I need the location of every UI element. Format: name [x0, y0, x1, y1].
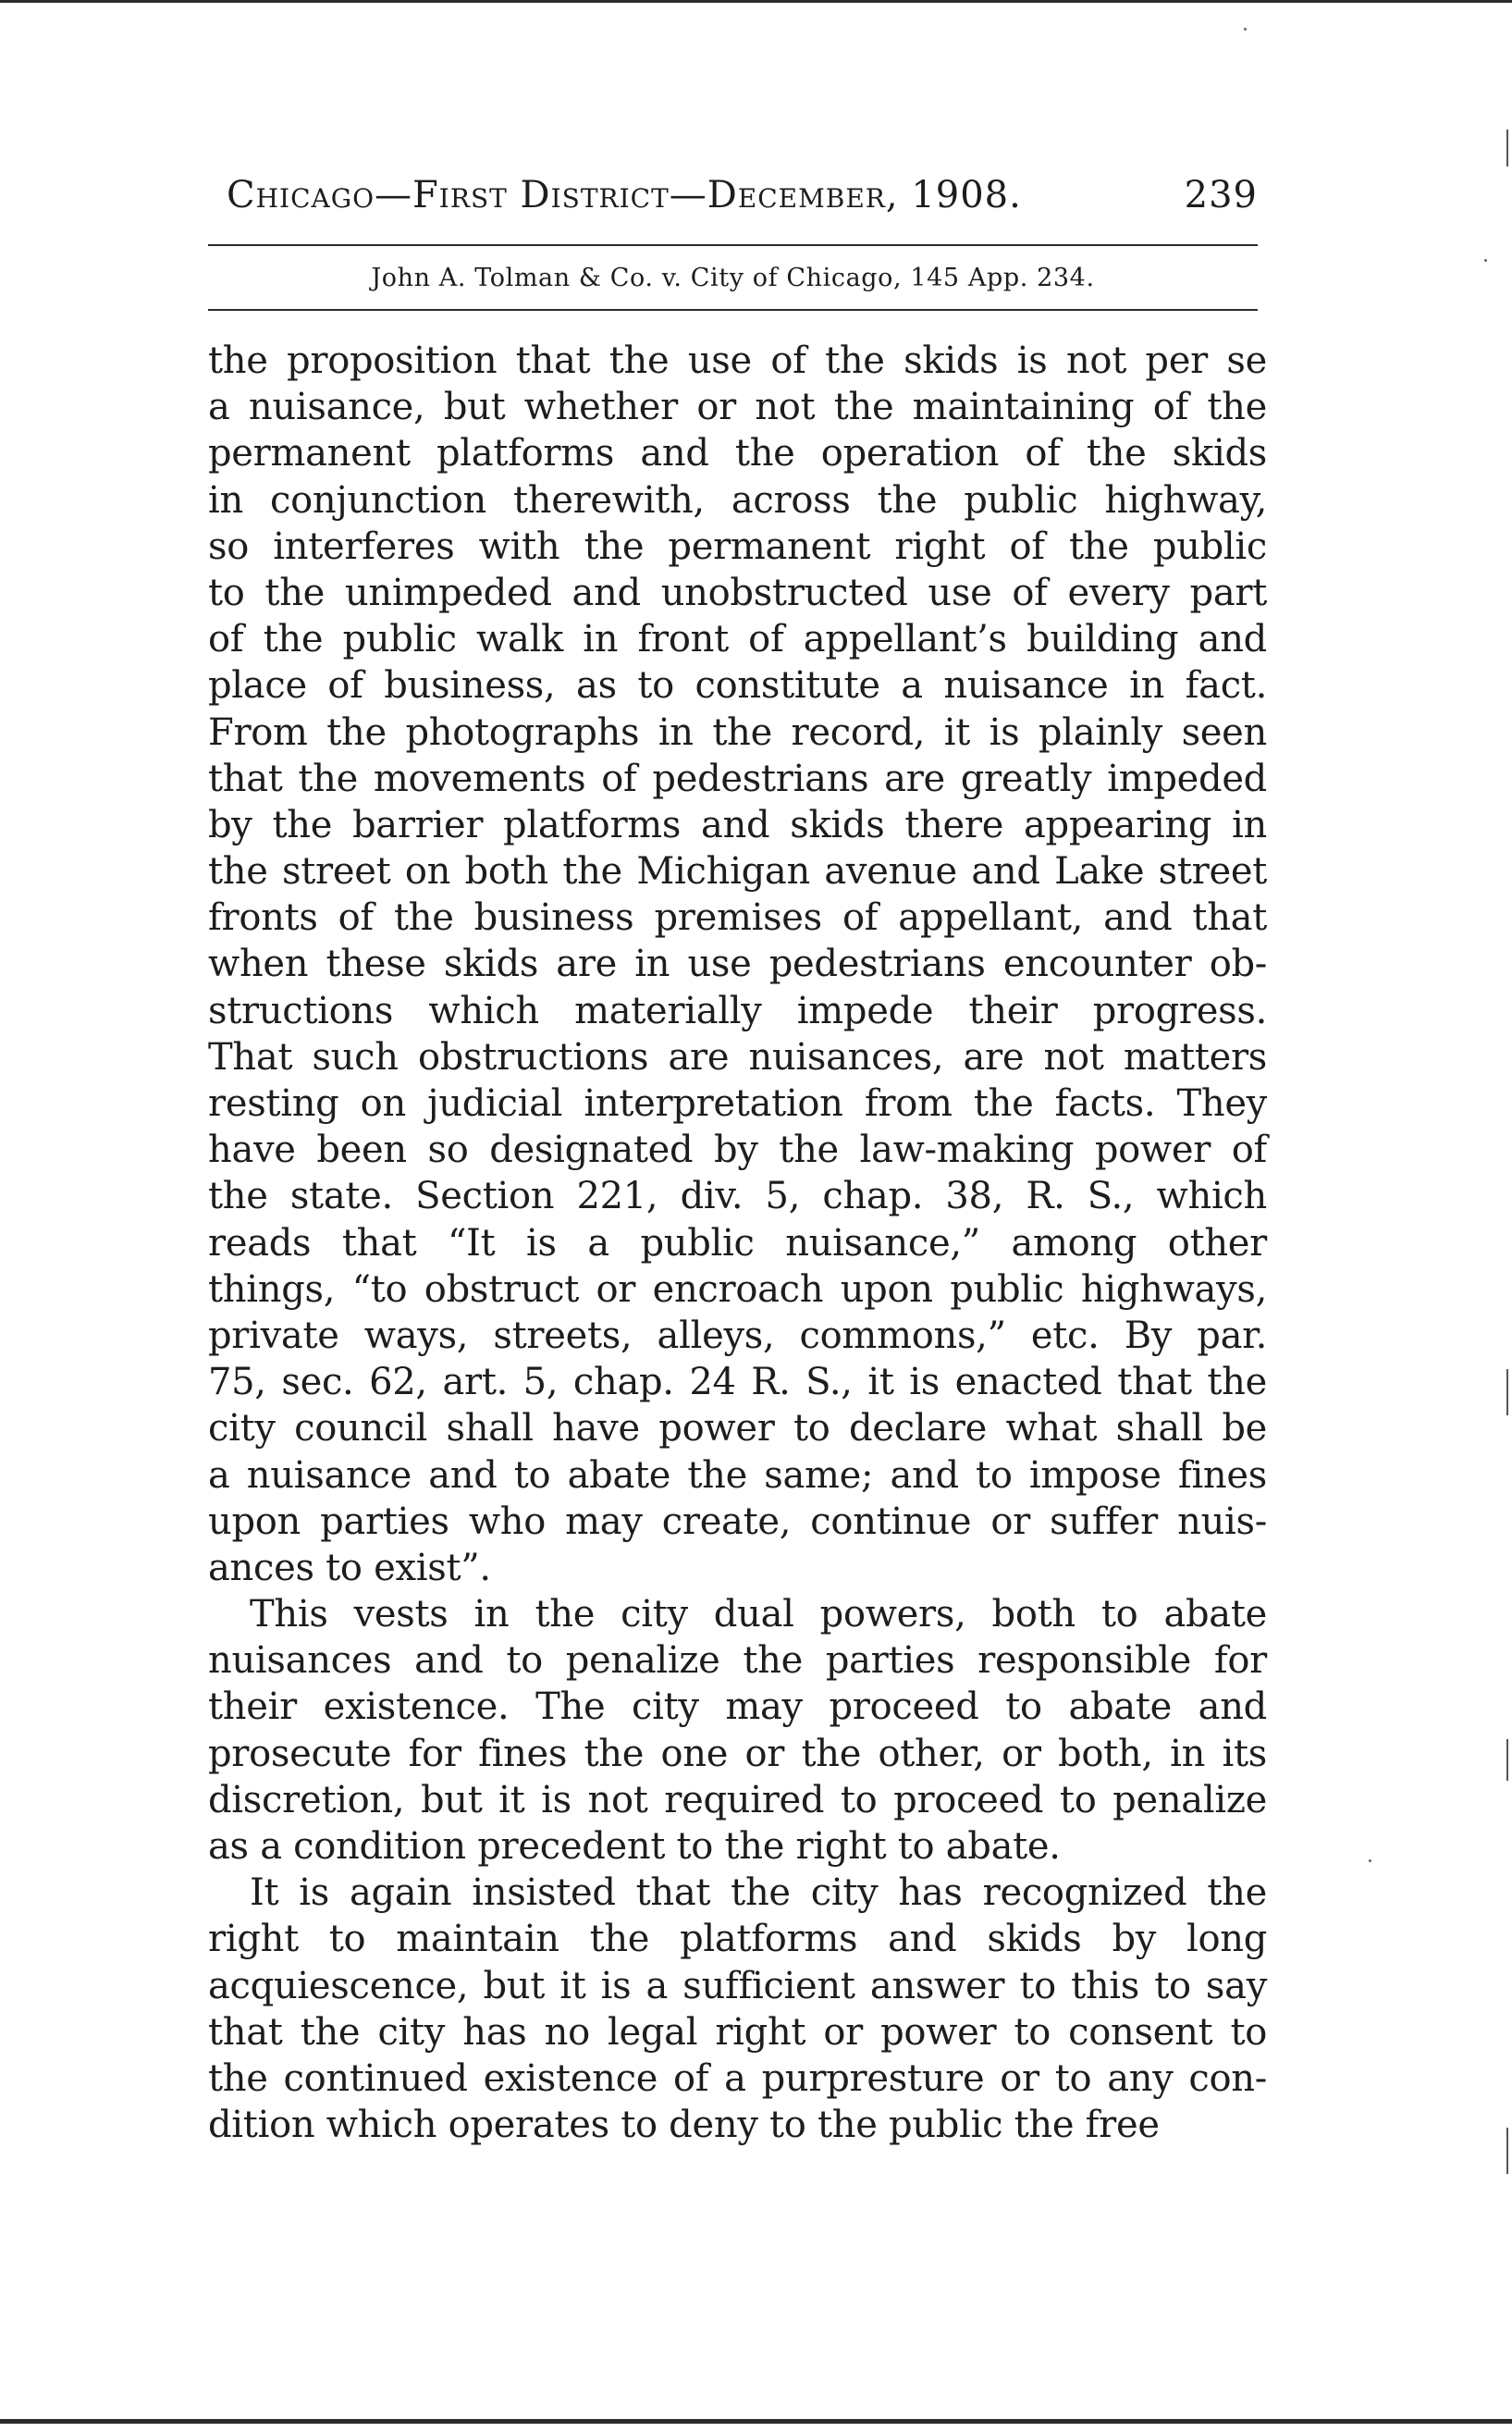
text-line: ances to exist”. [208, 1546, 491, 1589]
body-text [208, 338, 1267, 2148]
scan-edge-mark [1506, 1369, 1508, 1415]
text-line: of the public walk in front of appellant’s building and [208, 618, 1267, 661]
text-line: It is again insisted that the city has recognized the [250, 1871, 1267, 1915]
text-line: That such obstructions are nuisances, are not matters [208, 1035, 1267, 1079]
text-line: the street on both the Michigan avenue and Lake street [208, 850, 1267, 894]
text-line: that the city has no legal right or power to consent to [208, 2010, 1267, 2054]
text-line: permanent platforms and the operation of the skids [208, 432, 1267, 475]
text-line: that the movements of pedestrians are greatly impeded [208, 757, 1267, 800]
scan-border-top [0, 0, 1512, 3]
paragraph [208, 338, 1267, 1591]
scan-speck [1244, 28, 1247, 31]
scan-edge-mark [1506, 2128, 1508, 2174]
running-head-title: Chicago—First District—December, 1908. [227, 174, 1022, 216]
text-line: upon parties who may create, continue or suffer nuis- [208, 1500, 1267, 1543]
text-line: discretion, but it is not required to proceed to penalize [208, 1778, 1267, 1821]
text-line: a nuisance, but whether or not the maintaining of the [208, 386, 1267, 429]
text-line: their existence. The city may proceed to abate and [208, 1685, 1267, 1729]
scan-border-bottom [0, 2419, 1512, 2424]
text-line: nuisances and to penalize the parties responsible for [208, 1639, 1267, 1683]
header-rule-top [208, 244, 1258, 246]
page-number: 239 [1184, 174, 1258, 216]
scan-speck [1484, 259, 1487, 262]
text-line: From the photographs in the record, it is plainly seen [208, 710, 1267, 754]
text-line: private ways, streets, alleys, commons,” etc. By par. [208, 1314, 1267, 1357]
text-line: so interferes with the permanent right of the public [208, 525, 1267, 568]
scan-edge-mark [1506, 1739, 1508, 1781]
text-line: prosecute for fines the one or the other, or both, in its [208, 1732, 1267, 1775]
text-line: as a condition precedent to the right to abate. [208, 1825, 1061, 1868]
paragraph [208, 1591, 1267, 1870]
text-line: place of business, as to constitute a nuisance in fact. [208, 664, 1267, 708]
paragraph [208, 1870, 1267, 2148]
text-line: city council shall have power to declare what shall be [208, 1407, 1267, 1451]
text-line: when these skids are in use pedestrians encounter ob- [208, 943, 1267, 986]
text-line: acquiescence, but it is a sufficient answer to this to say [208, 1964, 1267, 2007]
text-line: the proposition that the use of the skids is not per se [208, 339, 1267, 382]
text-line: have been so designated by the law-making power of [208, 1129, 1267, 1172]
text-line: right to maintain the platforms and skids by long [208, 1918, 1267, 1961]
text-line: to the unimpeded and unobstructed use of every part [208, 571, 1267, 614]
text-line: in conjunction therewith, across the public highway, [208, 478, 1267, 522]
case-caption: John A. Tolman & Co. v. City of Chicago, 145 App. 234. [371, 264, 1095, 292]
running-head [208, 174, 1267, 229]
text-line: the continued existence of a purpresture or to any con- [208, 2056, 1267, 2100]
scan-edge-mark [1506, 130, 1508, 167]
header-rule-bottom [208, 309, 1258, 311]
text-line: resting on judicial interpretation from the facts. They [208, 1082, 1267, 1125]
text-line: a nuisance and to abate the same; and to impose fines [208, 1453, 1267, 1497]
text-line: 75, sec. 62, art. 5, chap. 24 R. S., it is enacted that the [208, 1361, 1267, 1404]
text-line: reads that “It is a public nuisance,” among other [208, 1221, 1267, 1265]
text-line: dition which operates to deny to the public the free [208, 2104, 1160, 2147]
text-line: by the barrier platforms and skids there appearing in [208, 803, 1267, 846]
text-line: fronts of the business premises of appellant, and that [208, 896, 1267, 940]
scan-speck [1369, 1859, 1371, 1862]
text-line: the state. Section 221, div. 5, chap. 38, R. S., which [208, 1175, 1267, 1218]
text-line: This vests in the city dual powers, both to abate [250, 1593, 1267, 1636]
text-line: things, “to obstruct or encroach upon public highways, [208, 1267, 1267, 1311]
text-line: structions which materially impede their progress. [208, 989, 1267, 1032]
